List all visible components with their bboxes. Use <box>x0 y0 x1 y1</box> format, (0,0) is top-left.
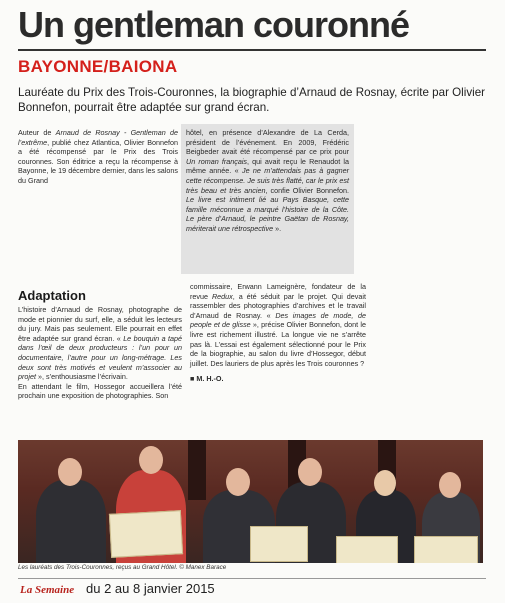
text-run: La longue vie ne s’arrête pas là. L’essai est également sélectionné pour le Prix de la biographie, au salon du livre d’Hossegor, début juillet. Des lauriers de plus après les Trois couronnes ? <box>190 329 366 368</box>
text-run: , qui avait reçu le Renaudot la même année. « <box>186 156 349 176</box>
signature: ■ M. H.-O. <box>190 374 224 384</box>
text-run: L’histoire d’Arnaud de Rosnay, photographe de mode et pionnier du surf, elle, a séduit les lecteurs du jury. Mais pas seulement. Elle pourrait en effet être adaptée sur grand écran. « <box>18 305 182 343</box>
text-run: », précise Olivier Bonnefon, dont le livre est richement illustré. <box>190 320 366 339</box>
quote: Le bouquin a tapé dans l’œil de deux producteurs : l’un pour un documentaire, l’autre pour un long-métrage. Les deux sont très motivés et veulent m’associer au projet <box>18 333 182 382</box>
footer-rule <box>18 578 486 579</box>
person-3-head <box>226 468 250 496</box>
person-2-head <box>139 446 163 474</box>
article-column-4 <box>190 282 366 402</box>
lead-paragraph: Lauréate du Prix des Trois-Couronnes, la biographie d’Arnaud de Rosnay, écrite par Olivier Bonnefon, pourrait être adaptée sur grand écran. <box>18 86 486 114</box>
book-title: Arnaud de Rosnay - Gentleman de l’extrême <box>18 128 178 147</box>
person-5-head <box>374 470 396 496</box>
article-column-1 <box>18 128 178 278</box>
headline: Un gentleman couronné <box>18 4 410 45</box>
section-label: BAYONNE/BAIONA <box>18 57 178 76</box>
text-run: ». <box>273 223 282 233</box>
certificate <box>109 510 183 558</box>
magazine-title: Redux <box>211 291 233 301</box>
article-column-2 <box>186 128 349 270</box>
article-column-3 <box>18 305 182 435</box>
certificate <box>336 536 398 563</box>
issue-date: du 2 au 8 janvier 2015 <box>86 581 215 596</box>
quote: Le livre est intiment lié au Pays Basque, cette famille méconnue a marqué l’histoire de la Côte. Le père d’Arnaud, le peintre Gaëtan de Rosnay, mériterait une rétrospective <box>186 195 349 233</box>
quote: Des images de mode, de people et de glisse <box>190 310 366 330</box>
text-run: , a été séduit par le projet. Qui devait rassembler des photographies d’archives et le travail d’Arnaud de Rosnay. « <box>190 291 366 320</box>
text-run: En attendant le film, Hossegor accueillera l’été prochain une exposition de photographies. Son <box>18 381 182 401</box>
photo-caption: Les lauréats des Trois-Couronnes, reçus au Grand Hôtel. © Manex Barace <box>18 564 227 571</box>
text-run: hôtel, en présence d’Alexandre de La Cerda, président de l’événement. En 2009, Frédéric Beigbeder avait été récompensé par ce prix pour <box>186 128 349 157</box>
person-6-head <box>439 472 461 498</box>
person-1-head <box>58 458 82 486</box>
certificate <box>414 536 478 563</box>
text-run: Auteur de <box>18 128 56 137</box>
text-run: , publié chez Atlantica, Olivier Bonnefon a été récompensé par le Prix des Trois couronnes. Son éditrice a reçu la récompense à Bayonne, le 19 décembre dernier, dans les salons du Grand <box>18 137 178 185</box>
quote: Je ne m’attendais pas à gagner cette récompense. Je suis très flatté, car le prix est très beau et très ancien <box>186 166 349 195</box>
person-1 <box>36 480 106 563</box>
award-photo <box>18 440 483 563</box>
text-run: Un roman français <box>186 156 248 166</box>
person-4-head <box>298 458 322 486</box>
text-run: », s’enthousiasme l’écrivain. <box>35 372 128 382</box>
certificate <box>250 526 308 562</box>
headline-rule <box>18 49 486 51</box>
photo-window <box>188 440 206 500</box>
publication-logo: La Semaine <box>20 584 75 596</box>
subheading: Adaptation <box>18 288 86 303</box>
text-run: commissaire, Erwann Lameignère, fondateur de la revue <box>190 282 366 301</box>
text-run: , confie Olivier Bonnefon. <box>265 185 349 195</box>
